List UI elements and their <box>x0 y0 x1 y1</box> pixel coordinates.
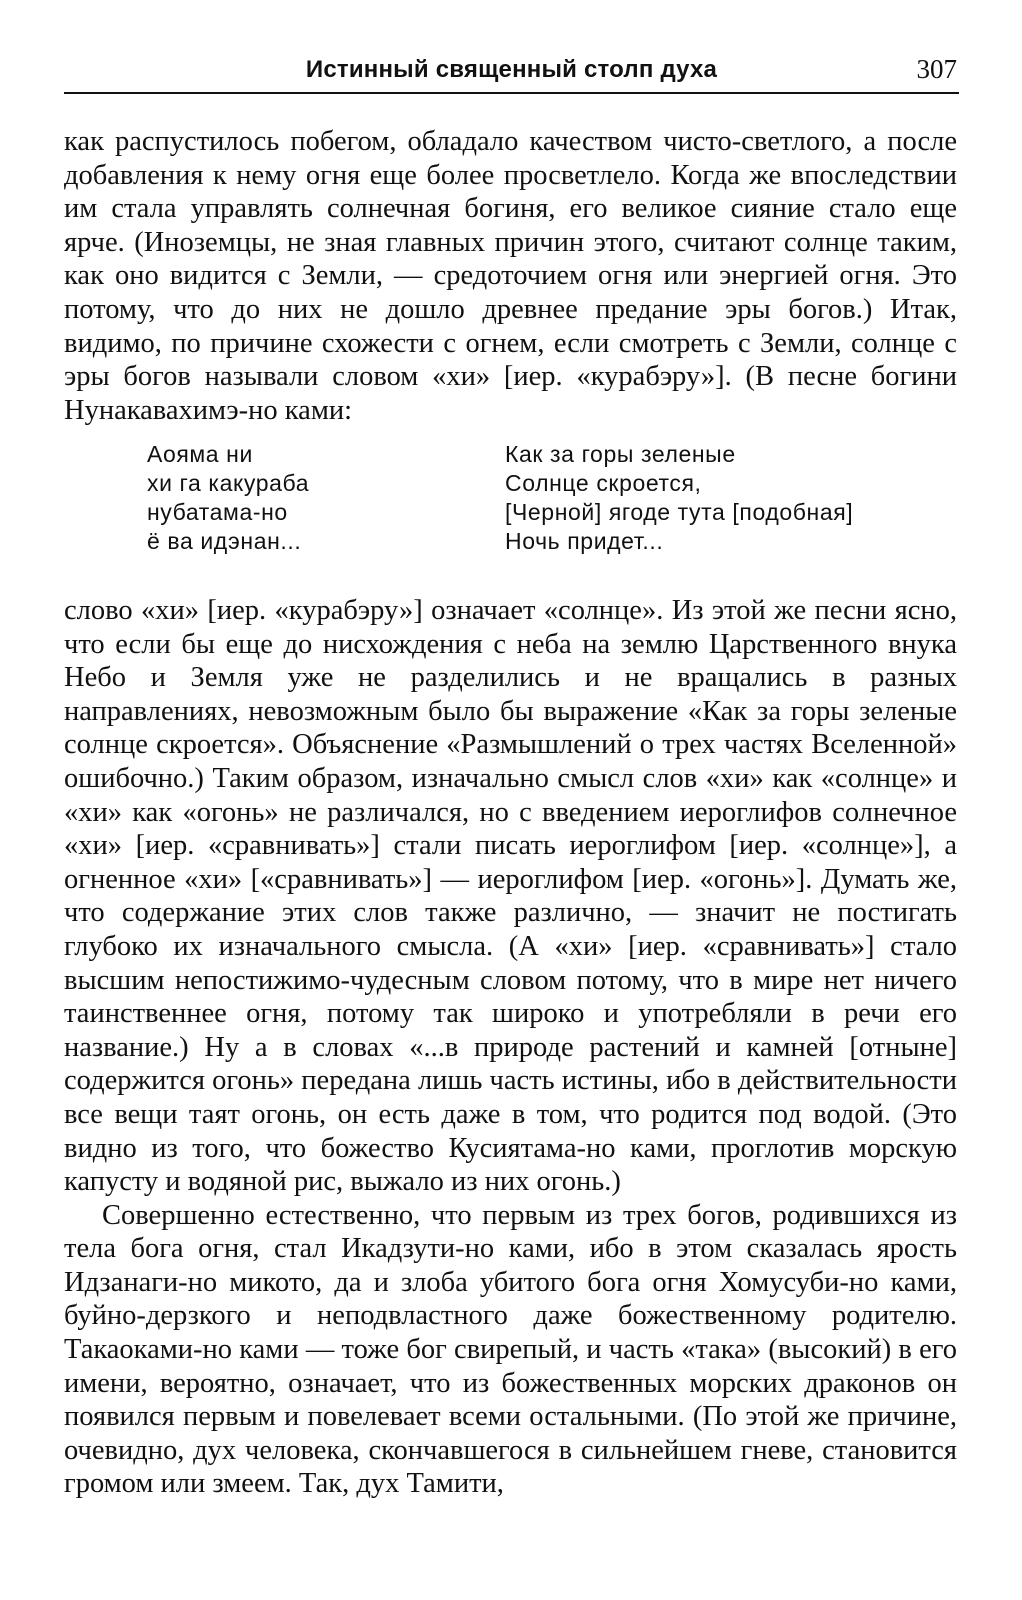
poem-line: Солнце скроется, <box>505 470 702 496</box>
poem-line: [Черной] ягоде тута [подобная] <box>505 499 854 525</box>
paragraph: как распустилось побегом, обладало качеством чисто-светлого, а после добавления к нему огня еще более просветлело. Когда же впоследствии им стала управлять солнечная богиня, его великое сияние стало еще ярче. (Иноземцы, не зная главных причин этого, считают солнце таким, как оно видится с Земли, — средоточием огня или энергией огня. Это потому, что до них не дошло древнее предание эры богов.) Итак, видимо, по причине схожести с огнем, если смотреть с Земли, солнце с эры богов называли словом «хи» [иер. «курабэру»]. (В песне богини Нунакавахимэ-но ками: <box>64 126 957 426</box>
poem-line: Ночь придет... <box>505 528 664 554</box>
poem-translation-column <box>505 440 925 556</box>
paragraph: Совершенно естественно, что первым из трех богов, родившихся из тела бога огня, стал Икадзути-но ками, ибо в этом сказалась ярость Идзанаги-но микото, да и злоба убитого бога огня Хомусуби-но ками, буйно-дерзкого и неподвластного даже божественному родителю. Такаоками-но ками — тоже бог свирепый, и часть «така» (высокий) в его имени, вероятно, означает, что из божественных морских драконов он появился первым и повелевает всеми остальными. (По этой же причине, очевидно, дух человека, скончавшегося в сильнейшем гневе, становится громом или змеем. Так, дух Тамити, <box>64 1199 957 1500</box>
page-number: 307 <box>916 54 957 84</box>
running-title: Истинный священный столп духа <box>305 56 718 83</box>
poem-original-column <box>147 440 487 556</box>
running-header <box>64 54 959 94</box>
poem-line: хи га какураба <box>147 470 310 496</box>
paragraph: слово «хи» [иер. «курабэру»] означает «солнце». Из этой же песни ясно, что если бы еще до нисхождения с неба на землю Царственного внука Небо и Земля уже не разделились и не вращались в разных направлениях, невозможным было бы выражение «Как за горы зеленые солнце скроется». Объяснение «Размышлений о трех частях Вселенной» ошибочно.) Таким образом, изначально смысл слов «хи» как «солнце» и «хи» как «огонь» не различался, но с введением иероглифов солнечное «хи» [иер. «сравнивать»] стали писать иероглифом [иер. «солнце»], а огненное «хи» [«сравнивать»] — иероглифом [иер. «огонь»]. Думать же, что содержание этих слов также различно, — значит не постигать глубоко их изначального смысла. (А «хи» [иер. «сравнивать»] стало высшим непостижимо-чудесным словом потому, что в мире нет ничего таинственнее огня, потому так широко и употребляли в речи его название.) Ну а в словах «...в природе растений и камней [отныне] содержится огонь» передана лишь часть истины, ибо в действительности все вещи таят огонь, он есть даже в том, что родится под водой. (Это видно из того, что божество Кусиятама-но ками, проглотив морскую капусту и водяной рис, выжало из них огонь.) <box>64 595 957 1198</box>
poem-line: ё ва идэнан... <box>147 528 302 554</box>
poem-line: Аояма ни <box>147 441 253 467</box>
text-block-bottom <box>64 594 957 1501</box>
poem-line: нубатама-но <box>147 499 288 525</box>
text-block-top <box>64 125 957 427</box>
poem-line: Как за горы зеленые <box>505 441 736 467</box>
